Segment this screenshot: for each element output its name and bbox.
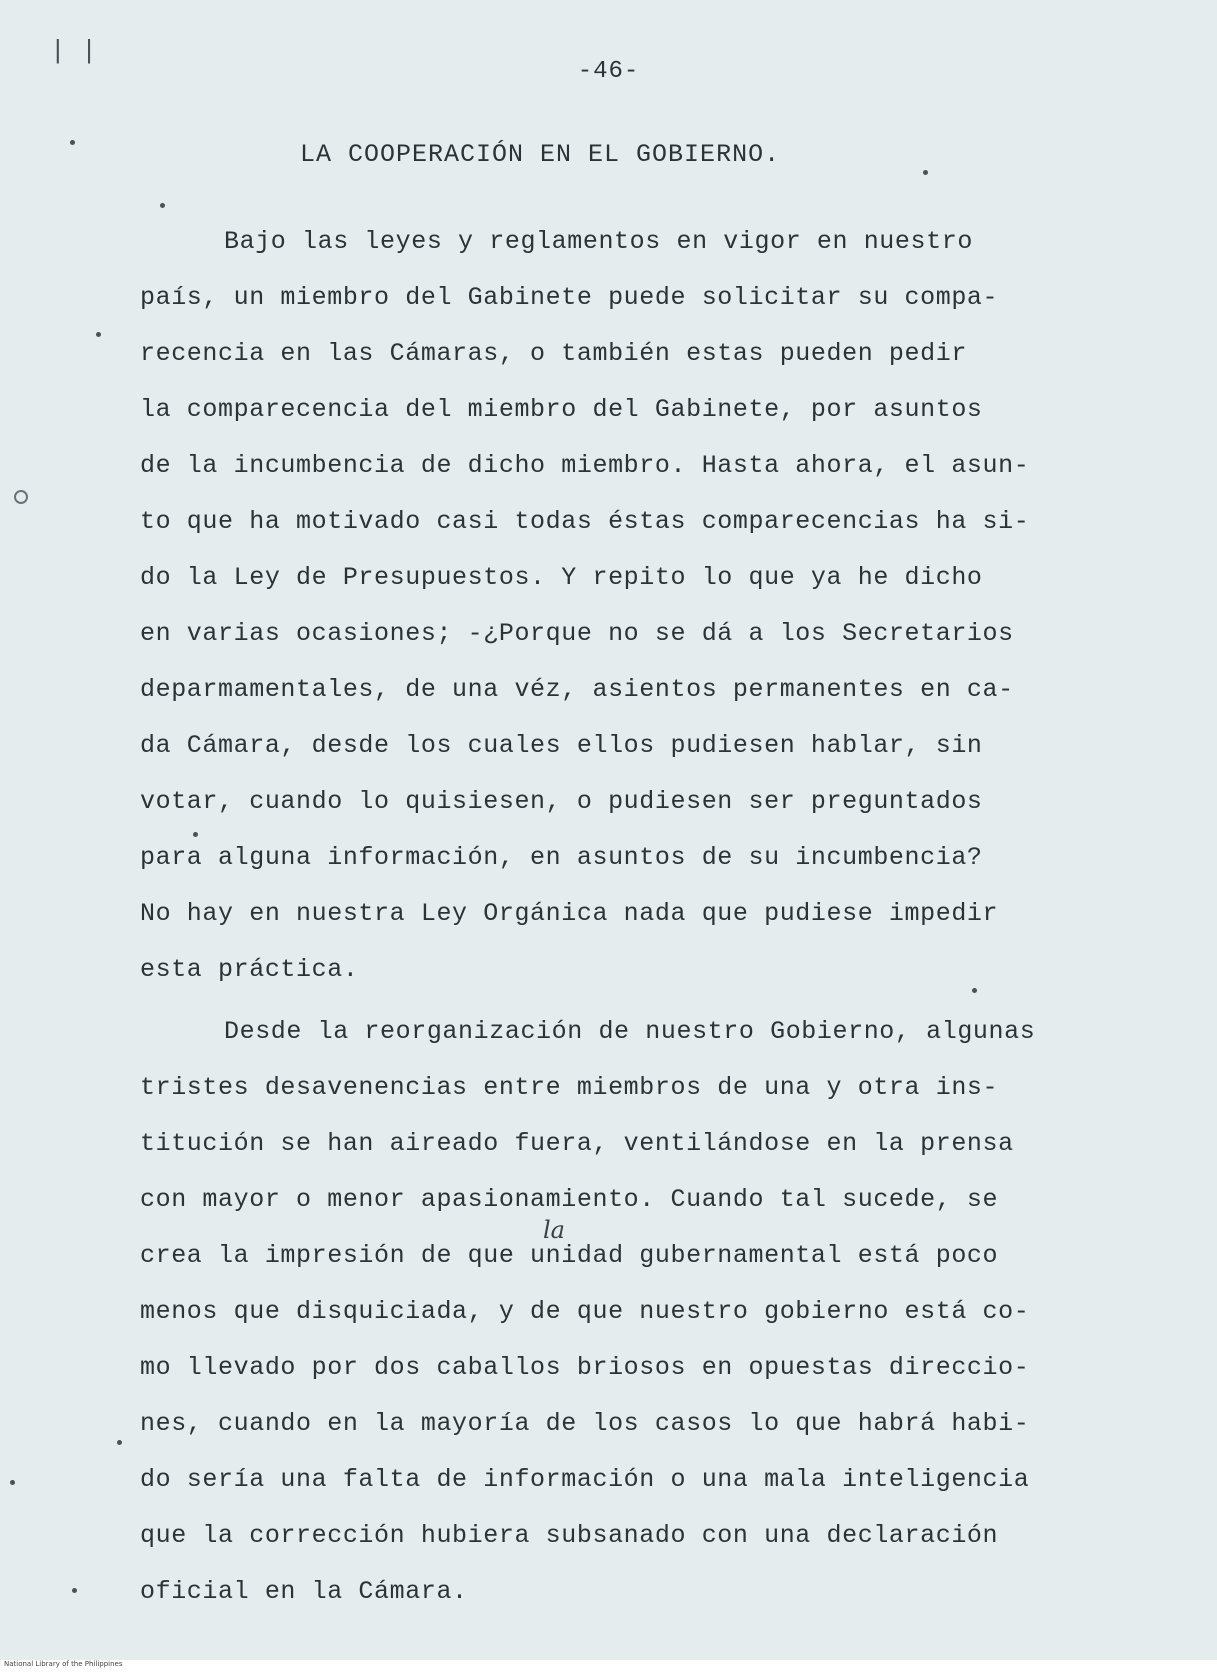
paragraph-line: mo llevado por dos caballos briosos en opuestas direccio- xyxy=(140,1353,1030,1382)
ink-speck xyxy=(193,832,198,837)
ink-speck xyxy=(10,1480,15,1485)
paragraph-line: deparmamentales, de una véz, asientos permanentes en ca- xyxy=(140,675,1014,704)
ink-speck xyxy=(117,1440,122,1445)
paragraph-line: to que ha motivado casi todas éstas comparecencias ha si- xyxy=(140,507,1030,536)
paragraph-line: recencia en las Cámaras, o también estas pueden pedir xyxy=(140,339,967,368)
paragraph-line: para alguna información, en asuntos de su incumbencia? xyxy=(140,843,983,872)
paragraph-line: Desde la reorganización de nuestro Gobierno, algunas xyxy=(224,1017,1036,1046)
paragraph-line: que la corrección hubiera subsanado con una declaración xyxy=(140,1521,999,1550)
punch-hole xyxy=(14,490,28,504)
paragraph-line: en varias ocasiones; -¿Porque no se dá a los Secretarios xyxy=(140,619,1014,648)
ink-speck xyxy=(96,332,101,337)
page-number: -46- xyxy=(577,58,640,85)
footer-strip xyxy=(0,1660,1217,1673)
ink-speck xyxy=(70,140,75,145)
paragraph-line: país, un miembro del Gabinete puede solicitar su compa- xyxy=(140,283,999,312)
paragraph-line: con mayor o menor apasionamiento. Cuando tal sucede, se xyxy=(140,1185,999,1214)
paragraph-2 xyxy=(140,1004,1100,1620)
paragraph-line: Bajo las leyes y reglamentos en vigor en nuestro xyxy=(224,227,973,256)
paragraph-line: oficial en la Cámara. xyxy=(140,1577,468,1606)
paragraph-line: da Cámara, desde los cuales ellos pudiesen hablar, sin xyxy=(140,731,983,760)
paragraph-line: votar, cuando lo quisiesen, o pudiesen ser preguntados xyxy=(140,787,983,816)
ink-speck xyxy=(72,1588,77,1593)
paragraph-line: menos que disquiciada, y de que nuestro gobierno está co- xyxy=(140,1297,1030,1326)
ink-speck xyxy=(972,988,977,993)
paragraph-line: crea la impresión de que unidad gubernamental está poco xyxy=(140,1241,999,1270)
margin-mark: | | xyxy=(50,36,97,66)
document-title: LA COOPERACIÓN EN EL GOBIERNO. xyxy=(300,140,781,169)
paragraph-line: do la Ley de Presupuestos. Y repito lo que ya he dicho xyxy=(140,563,983,592)
paragraph-line: No hay en nuestra Ley Orgánica nada que pudiese impedir xyxy=(140,899,999,928)
paragraph-line: do sería una falta de información o una mala inteligencia xyxy=(140,1465,1030,1494)
ink-speck xyxy=(923,170,928,175)
ink-speck xyxy=(160,203,165,208)
paragraph-line: de la incumbencia de dicho miembro. Hasta ahora, el asun- xyxy=(140,451,1030,480)
paragraph-1 xyxy=(140,214,1100,998)
paragraph-line: tristes desavenencias entre miembros de una y otra ins- xyxy=(140,1073,999,1102)
paragraph-line: titución se han aireado fuera, ventilándose en la prensa xyxy=(140,1129,1014,1158)
paragraph-line: la comparecencia del miembro del Gabinete, por asuntos xyxy=(140,395,983,424)
handwritten-insertion: la xyxy=(543,1216,565,1244)
paragraph-line: esta práctica. xyxy=(140,955,359,984)
paragraph-line: nes, cuando en la mayoría de los casos lo que habrá habi- xyxy=(140,1409,1030,1438)
footer-credit: National Library of the Philippines xyxy=(4,1660,123,1668)
